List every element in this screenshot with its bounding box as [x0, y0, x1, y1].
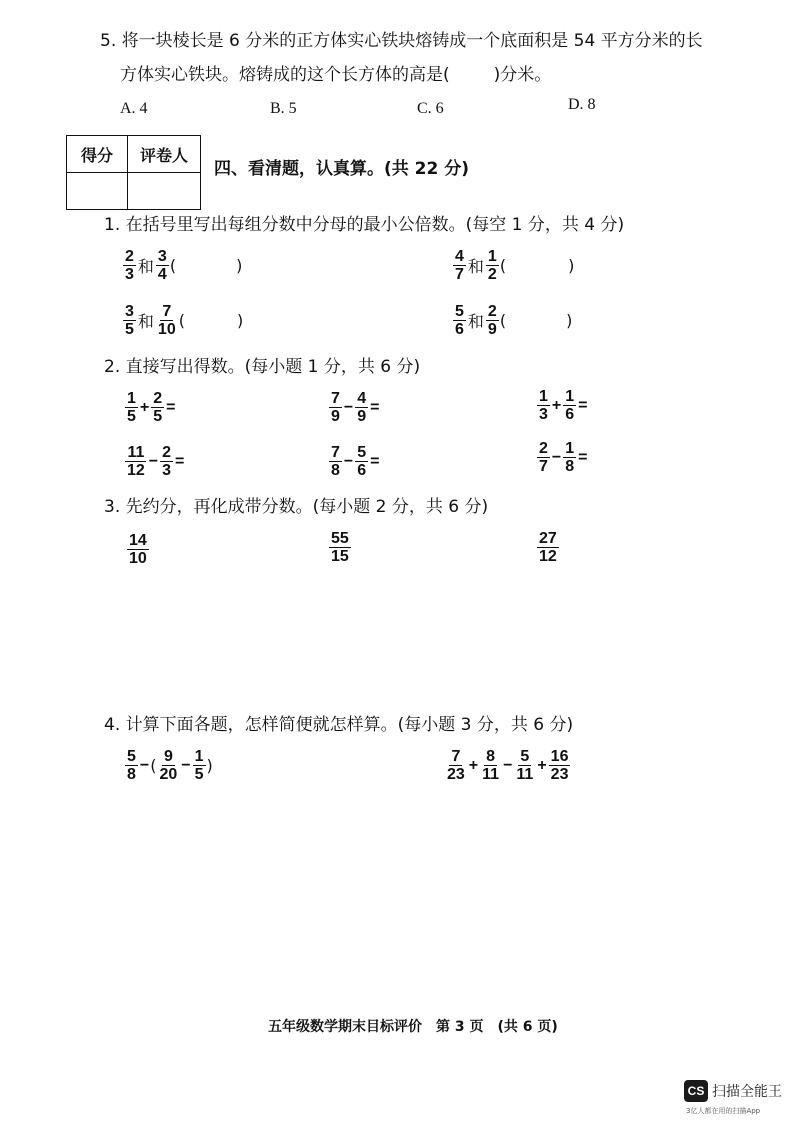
- fraction: $\frac{4}{9}$: [357, 390, 367, 425]
- q5-line2-start: 方体实心铁块。熔铸成的这个长方体的高是(: [120, 65, 450, 85]
- fraction: $\frac{1}{5}$: [194, 748, 204, 783]
- fraction: $\frac{5}{6}$: [357, 444, 367, 479]
- p1-item-3: $\frac{3}{5}$ 和 $\frac{7}{10}$ ( ): [125, 303, 244, 338]
- p2-item-5[interactable]: $\frac{7}{8}$ − $\frac{5}{6}$ =: [331, 444, 380, 479]
- fraction: $\frac{7}{9}$: [331, 390, 340, 425]
- score-cell[interactable]: [67, 173, 128, 210]
- fraction: $\frac{2}{3}$: [125, 248, 134, 283]
- camscanner-logo-icon: CS: [684, 1080, 708, 1102]
- fraction: $\frac{27}{12}$: [539, 530, 557, 565]
- p2-item-3[interactable]: $\frac{1}{3}$ + $\frac{1}{6}$ =: [539, 388, 588, 423]
- p1-item-1: $\frac{2}{3}$ 和 $\frac{3}{4}$ ( ): [125, 248, 243, 283]
- fraction: $\frac{1}{3}$: [539, 388, 548, 423]
- q5-line1: 5. 将一块棱长是 6 分米的正方体实心铁块熔铸成一个底面积是 54 平方分米的长: [100, 31, 703, 51]
- q5-choice-a[interactable]: A. 4: [120, 100, 148, 117]
- fraction: $\frac{14}{10}$: [129, 532, 147, 567]
- p3-item-3[interactable]: [536, 530, 560, 565]
- q5-line2: [120, 64, 551, 86]
- scanner-app-name: 扫描全能王: [712, 1084, 782, 1100]
- fraction: $\frac{2}{9}$: [487, 303, 497, 338]
- p2-title: 2. 直接写出得数。(每小题 1 分，共 6 分): [104, 357, 421, 377]
- fraction: $\frac{2}{3}$: [162, 444, 172, 479]
- fraction: $\frac{8}{11}$: [482, 748, 500, 783]
- fraction: $\frac{2}{5}$: [153, 390, 163, 425]
- fraction: $\frac{1}{6}$: [565, 388, 575, 423]
- p2-item-6[interactable]: $\frac{2}{7}$ − $\frac{1}{8}$ =: [539, 440, 588, 475]
- p4-expression-1[interactable]: $\frac{5}{8}$ − ( $\frac{9}{20}$ − $\frac{1}{5}$ ): [127, 748, 213, 783]
- page-footer: 五年级数学期末目标评价 第 3 页 (共 6 页): [268, 1019, 558, 1035]
- q5-choice-b[interactable]: B. 5: [270, 100, 297, 117]
- grader-header: 评卷人: [128, 136, 201, 173]
- fraction: $\frac{16}{23}$: [550, 748, 569, 783]
- p4-title: 4. 计算下面各题，怎样简便就怎样算。(每小题 3 分，共 6 分): [104, 715, 574, 735]
- section4-title: 四、看清题，认真算。(共 22 分): [214, 159, 470, 179]
- fraction: $\frac{7}{10}$: [157, 303, 176, 338]
- p1-item-4: $\frac{5}{6}$ 和 $\frac{2}{9}$ ( ): [455, 303, 573, 338]
- fraction: $\frac{7}{23}$: [447, 748, 465, 783]
- fraction: $\frac{3}{4}$: [157, 248, 167, 283]
- q5-line2-end: )分米。: [493, 65, 552, 85]
- scanner-tagline: 3亿人都在用的扫描App: [686, 1107, 761, 1115]
- p2-item-2[interactable]: $\frac{7}{9}$ − $\frac{4}{9}$ =: [331, 390, 380, 425]
- p4-expression-2[interactable]: $\frac{7}{23}$ + $\frac{8}{11}$ − $\frac{5}{11}$ + $\frac{16}{23}$: [447, 748, 569, 783]
- p3-item-1[interactable]: [126, 532, 150, 567]
- fraction: $\frac{2}{7}$: [539, 440, 548, 475]
- scanner-watermark: [684, 1080, 782, 1102]
- q5-choice-d[interactable]: D. 8: [568, 96, 596, 113]
- grader-cell[interactable]: [128, 173, 201, 210]
- p3-item-2[interactable]: [328, 530, 352, 565]
- fraction: $\frac{9}{20}$: [159, 748, 178, 783]
- fraction: $\frac{5}{6}$: [455, 303, 464, 338]
- fraction: $\frac{5}{11}$: [516, 748, 534, 783]
- fraction: $\frac{1}{8}$: [565, 440, 575, 475]
- fraction: $\frac{5}{8}$: [127, 748, 136, 783]
- fraction: $\frac{3}{5}$: [125, 303, 134, 338]
- score-table: [66, 135, 201, 210]
- p2-item-1[interactable]: $\frac{1}{5}$ + $\frac{2}{5}$ =: [127, 390, 176, 425]
- score-header: 得分: [67, 136, 128, 173]
- fraction: $\frac{1}{5}$: [127, 390, 136, 425]
- p1-title: 1. 在括号里写出每组分数中分母的最小公倍数。(每空 1 分，共 4 分): [104, 215, 625, 235]
- fraction: $\frac{55}{15}$: [331, 530, 349, 565]
- fraction: $\frac{1}{2}$: [487, 248, 497, 283]
- fraction: $\frac{7}{8}$: [331, 444, 340, 479]
- q5-choice-c[interactable]: C. 6: [417, 100, 444, 117]
- p3-title: 3. 先约分，再化成带分数。(每小题 2 分，共 6 分): [104, 497, 489, 517]
- fraction: $\frac{11}{12}$: [127, 444, 145, 479]
- p1-item-2: $\frac{4}{7}$ 和 $\frac{1}{2}$ ( ): [455, 248, 575, 283]
- p2-item-4[interactable]: $\frac{11}{12}$ − $\frac{2}{3}$ =: [127, 444, 185, 479]
- fraction: $\frac{4}{7}$: [455, 248, 464, 283]
